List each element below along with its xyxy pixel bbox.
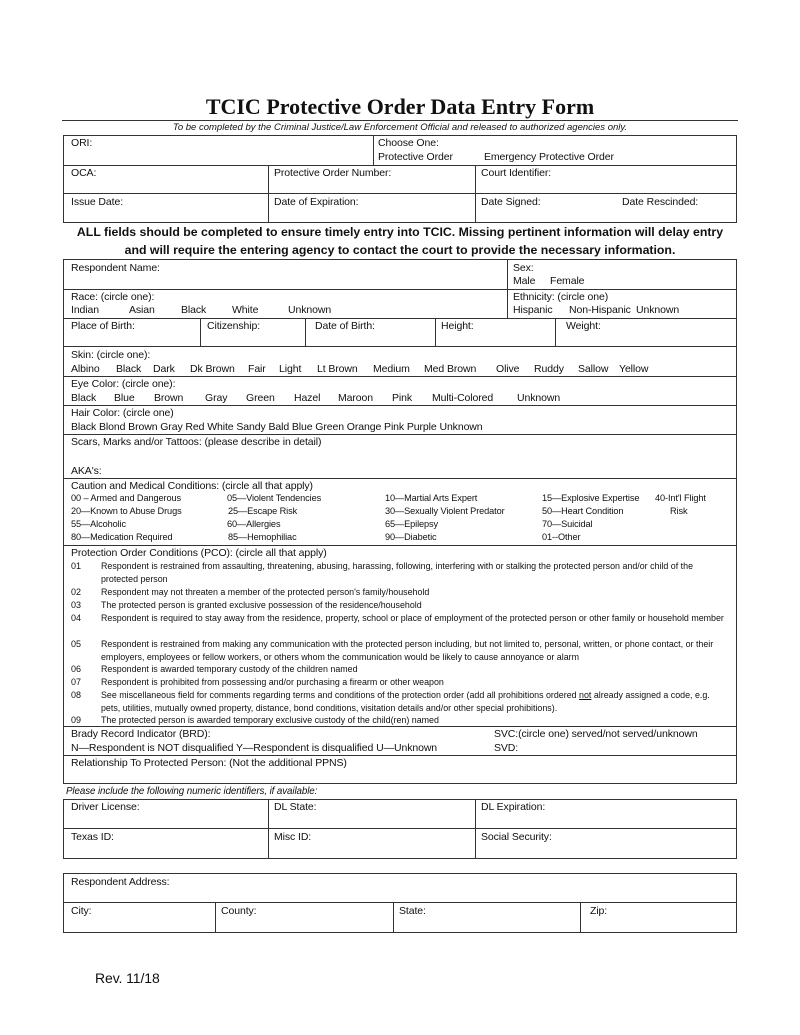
race-option[interactable]: Indian [71, 304, 100, 316]
issue-date-field[interactable]: Issue Date: [71, 196, 124, 208]
zip-field[interactable]: Zip: [590, 905, 608, 917]
skin-option[interactable]: Ruddy [534, 363, 564, 375]
eye-color-option[interactable]: Black [71, 392, 97, 404]
caution-option[interactable]: 85—Hemophiliac [228, 532, 297, 542]
caution-option[interactable]: 70—Suicidal [542, 519, 593, 529]
identifiers-note: Please include the following numeric identifiers, if available: [66, 786, 318, 797]
date-of-expiration-field[interactable]: Date of Expiration: [274, 196, 359, 208]
sex-option-female[interactable]: Female [550, 275, 585, 287]
brady-label: Brady Record Indicator (BRD): [71, 728, 211, 740]
court-identifier-field[interactable]: Court Identifier: [481, 167, 552, 179]
pco-code[interactable]: 05 [71, 639, 82, 649]
skin-option[interactable]: Sallow [578, 363, 609, 375]
caution-option[interactable]: 20—Known to Abuse Drugs [71, 506, 182, 516]
eye-color-option[interactable]: Brown [154, 392, 184, 404]
relationship-field[interactable]: Relationship To Protected Person: (Not the additional PPNS) [71, 757, 347, 769]
respondent-address-field[interactable]: Respondent Address: [71, 876, 170, 888]
choose-one-label: Choose One: [378, 137, 439, 149]
skin-option[interactable]: Medium [373, 363, 410, 375]
caution-option[interactable]: 80—Medication Required [71, 532, 173, 542]
akas-field[interactable]: AKA's: [71, 465, 102, 477]
dl-state-field[interactable]: DL State: [274, 801, 317, 813]
hair-color-label: Hair Color: (circle one) [71, 407, 174, 419]
county-field[interactable]: County: [221, 905, 257, 917]
brady-options[interactable]: N—Respondent is NOT disqualified Y—Respondent is disqualified U—Unknown [71, 742, 438, 754]
oca-field[interactable]: OCA: [71, 167, 97, 179]
hair-color-options[interactable]: Black Blond Brown Gray Red White Sandy Bald Blue Green Orange Pink Purple Unknown [71, 421, 483, 433]
caution-option[interactable]: 10—Martial Arts Expert [385, 493, 478, 503]
caution-option[interactable]: 40-Int'l Flight [655, 493, 706, 503]
svd-field[interactable]: SVD: [494, 742, 519, 754]
caution-option[interactable]: 15—Explosive Expertise [542, 493, 640, 503]
divider [393, 902, 394, 933]
date-signed-field[interactable]: Date Signed: [481, 196, 541, 208]
protective-order-number-field[interactable]: Protective Order Number: [274, 167, 392, 179]
weight-field[interactable]: Weight: [566, 320, 601, 332]
divider [63, 902, 737, 903]
misc-id-field[interactable]: Misc ID: [274, 831, 312, 843]
divider [63, 318, 737, 319]
pco-code[interactable]: 08 [71, 690, 82, 700]
divider [580, 902, 581, 933]
form-title: TCIC Protective Order Data Entry Form [205, 94, 595, 119]
divider [555, 318, 556, 346]
eye-color-option[interactable]: Maroon [338, 392, 374, 404]
caution-option[interactable]: 90—Diabetic [385, 532, 437, 542]
divider [63, 193, 737, 194]
pco-text: The protected person is awarded temporary exclusive custody of the child(ren) named [101, 715, 439, 725]
pco-text: Respondent is restrained from making any communication with the protected person including, but not limited to, personal, written, or phone contact, or their employers, employees or fellow workers, or others whom the communication would be likely to cause annoyance or alarm [101, 639, 714, 662]
identifiers-table [63, 799, 737, 859]
pco-code[interactable]: 01 [71, 561, 82, 571]
skin-option[interactable]: Fair [248, 363, 266, 375]
pco-text-b: already assigned a code, e.g. pets, utilities, mutually owned property, distance, bond conditions, visitation details and/or other special prohibitions). [101, 690, 710, 713]
skin-option[interactable]: Olive [496, 363, 520, 375]
caution-option[interactable]: 60—Allergies [227, 519, 281, 529]
divider [63, 165, 737, 166]
ethnicity-label: Ethnicity: (circle one) [513, 291, 609, 303]
skin-option[interactable]: Dk Brown [190, 363, 235, 375]
caution-option[interactable]: 55—Alcoholic [71, 519, 126, 529]
option-emergency-protective-order[interactable]: Emergency Protective Order [484, 151, 614, 163]
skin-option[interactable]: Yellow [619, 363, 649, 375]
pco-code[interactable]: 06 [71, 664, 82, 674]
notice-line-1: ALL fields should be completed to ensure timely entry into TCIC. Missing pertinent information will delay entry [76, 225, 724, 239]
pco-code[interactable]: 04 [71, 613, 82, 623]
skin-label: Skin: (circle one): [71, 349, 151, 361]
skin-option[interactable]: Albino [71, 363, 100, 375]
divider [63, 828, 737, 829]
eye-color-option[interactable]: Green [246, 392, 275, 404]
pco-code[interactable]: 03 [71, 600, 82, 610]
divider [200, 318, 201, 346]
race-option[interactable]: White [232, 304, 259, 316]
caution-option[interactable]: 25—Escape Risk [228, 506, 298, 516]
citizenship-field[interactable]: Citizenship: [207, 320, 261, 332]
pco-text-a: See miscellaneous field for comments regarding terms and conditions of the protection order (add all prohibitions ordered [101, 690, 580, 700]
eye-color-option[interactable]: Blue [114, 392, 135, 404]
divider [63, 545, 737, 546]
option-protective-order[interactable]: Protective Order [378, 151, 453, 163]
pco-label: Protection Order Conditions (PCO): (circle all that apply) [71, 547, 327, 559]
eye-color-label: Eye Color: (circle one): [71, 378, 176, 390]
divider [475, 165, 476, 223]
eye-color-option[interactable]: Gray [205, 392, 228, 404]
height-field[interactable]: Height: [441, 320, 474, 332]
scars-marks-tattoos-field[interactable]: Scars, Marks and/or Tattoos: (please describe in detail) [71, 436, 322, 448]
divider [63, 434, 737, 435]
race-option[interactable]: Asian [129, 304, 155, 316]
driver-license-field[interactable]: Driver License: [71, 801, 140, 813]
divider [435, 318, 436, 346]
caution-option[interactable]: Risk [670, 506, 688, 516]
texas-id-field[interactable]: Texas ID: [71, 831, 114, 843]
divider [63, 478, 737, 479]
pco-text: Respondent is restrained from assaulting, threatening, abusing, harassing, following, interfering with or stalking the protected person and/or child of the protected person [101, 561, 694, 584]
eye-color-option[interactable]: Pink [392, 392, 413, 404]
skin-option[interactable]: Med Brown [424, 363, 477, 375]
divider [373, 135, 374, 165]
date-rescinded-field[interactable]: Date Rescinded: [622, 196, 699, 208]
divider [268, 799, 269, 859]
skin-option[interactable]: Lt Brown [317, 363, 358, 375]
race-label: Race: (circle one): [71, 291, 155, 303]
city-field[interactable]: City: [71, 905, 92, 917]
eye-color-option[interactable]: Multi-Colored [432, 392, 494, 404]
ethnicity-option[interactable]: Unknown [636, 304, 680, 316]
skin-option[interactable]: Light [279, 363, 302, 375]
caution-option[interactable]: 30—Sexually Violent Predator [385, 506, 505, 516]
divider [62, 120, 738, 121]
social-security-field[interactable]: Social Security: [481, 831, 552, 843]
ori-field[interactable]: ORI: [71, 137, 93, 149]
pco-text: Respondent may not threaten a member of the protected person's family/household [101, 587, 430, 597]
revision-label: Rev. 11/18 [95, 970, 160, 986]
divider [63, 405, 737, 406]
state-field[interactable]: State: [399, 905, 426, 917]
divider [63, 289, 737, 290]
divider [63, 346, 737, 347]
divider [63, 376, 737, 377]
pco-text [101, 689, 731, 715]
form-subtitle: To be completed by the Criminal Justice/Law Enforcement Official and released to authorized agencies only. [172, 122, 628, 133]
divider [63, 755, 737, 756]
sex-label: Sex: [513, 262, 534, 274]
pco-text-not: not [579, 690, 592, 700]
ethnicity-option[interactable]: Hispanic [513, 304, 553, 316]
divider [475, 799, 476, 859]
caution-option[interactable]: 50—Heart Condition [542, 506, 624, 516]
caution-option[interactable]: 01--Other [542, 532, 581, 542]
notice-line-2: and will require the entering agency to contact the court to provide the necessary information. [124, 243, 676, 257]
eye-color-option[interactable]: Unknown [517, 392, 561, 404]
respondent-name-field[interactable]: Respondent Name: [71, 262, 160, 274]
caution-label: Caution and Medical Conditions: (circle all that apply) [71, 480, 313, 492]
skin-option[interactable]: Dark [153, 363, 175, 375]
pco-code[interactable]: 07 [71, 677, 82, 687]
eye-color-option[interactable]: Hazel [294, 392, 321, 404]
caution-option[interactable]: 00 – Armed and Dangerous [71, 493, 181, 503]
date-of-birth-field[interactable]: Date of Birth: [315, 320, 375, 332]
race-option[interactable]: Unknown [288, 304, 332, 316]
caution-option[interactable]: 65—Epilepsy [385, 519, 439, 529]
race-option[interactable]: Black [181, 304, 207, 316]
pco-code[interactable]: 09 [71, 715, 82, 725]
divider [215, 902, 216, 933]
divider [268, 165, 269, 223]
divider [305, 318, 306, 346]
place-of-birth-field[interactable]: Place of Birth: [71, 320, 135, 332]
skin-option[interactable]: Black [116, 363, 142, 375]
dl-expiration-field[interactable]: DL Expiration: [481, 801, 546, 813]
sex-option-male[interactable]: Male [513, 275, 536, 287]
pco-text: The protected person is granted exclusive possession of the residence/household [101, 600, 422, 610]
pco-text: Respondent is awarded temporary custody of the children named [101, 664, 358, 674]
caution-option[interactable]: 05—Violent Tendencies [227, 493, 322, 503]
pco-text: Respondent is required to stay away from the residence, property, school or place of employment of the protected person or other family or household member [101, 613, 724, 623]
divider [507, 259, 508, 318]
svc-field[interactable]: SVC:(circle one) served/not served/unknown [494, 728, 698, 740]
ethnicity-option[interactable]: Non-Hispanic [569, 304, 631, 316]
pco-code[interactable]: 02 [71, 587, 82, 597]
pco-text: Respondent is prohibited from possessing and/or purchasing a firearm or other weapon [101, 677, 444, 687]
